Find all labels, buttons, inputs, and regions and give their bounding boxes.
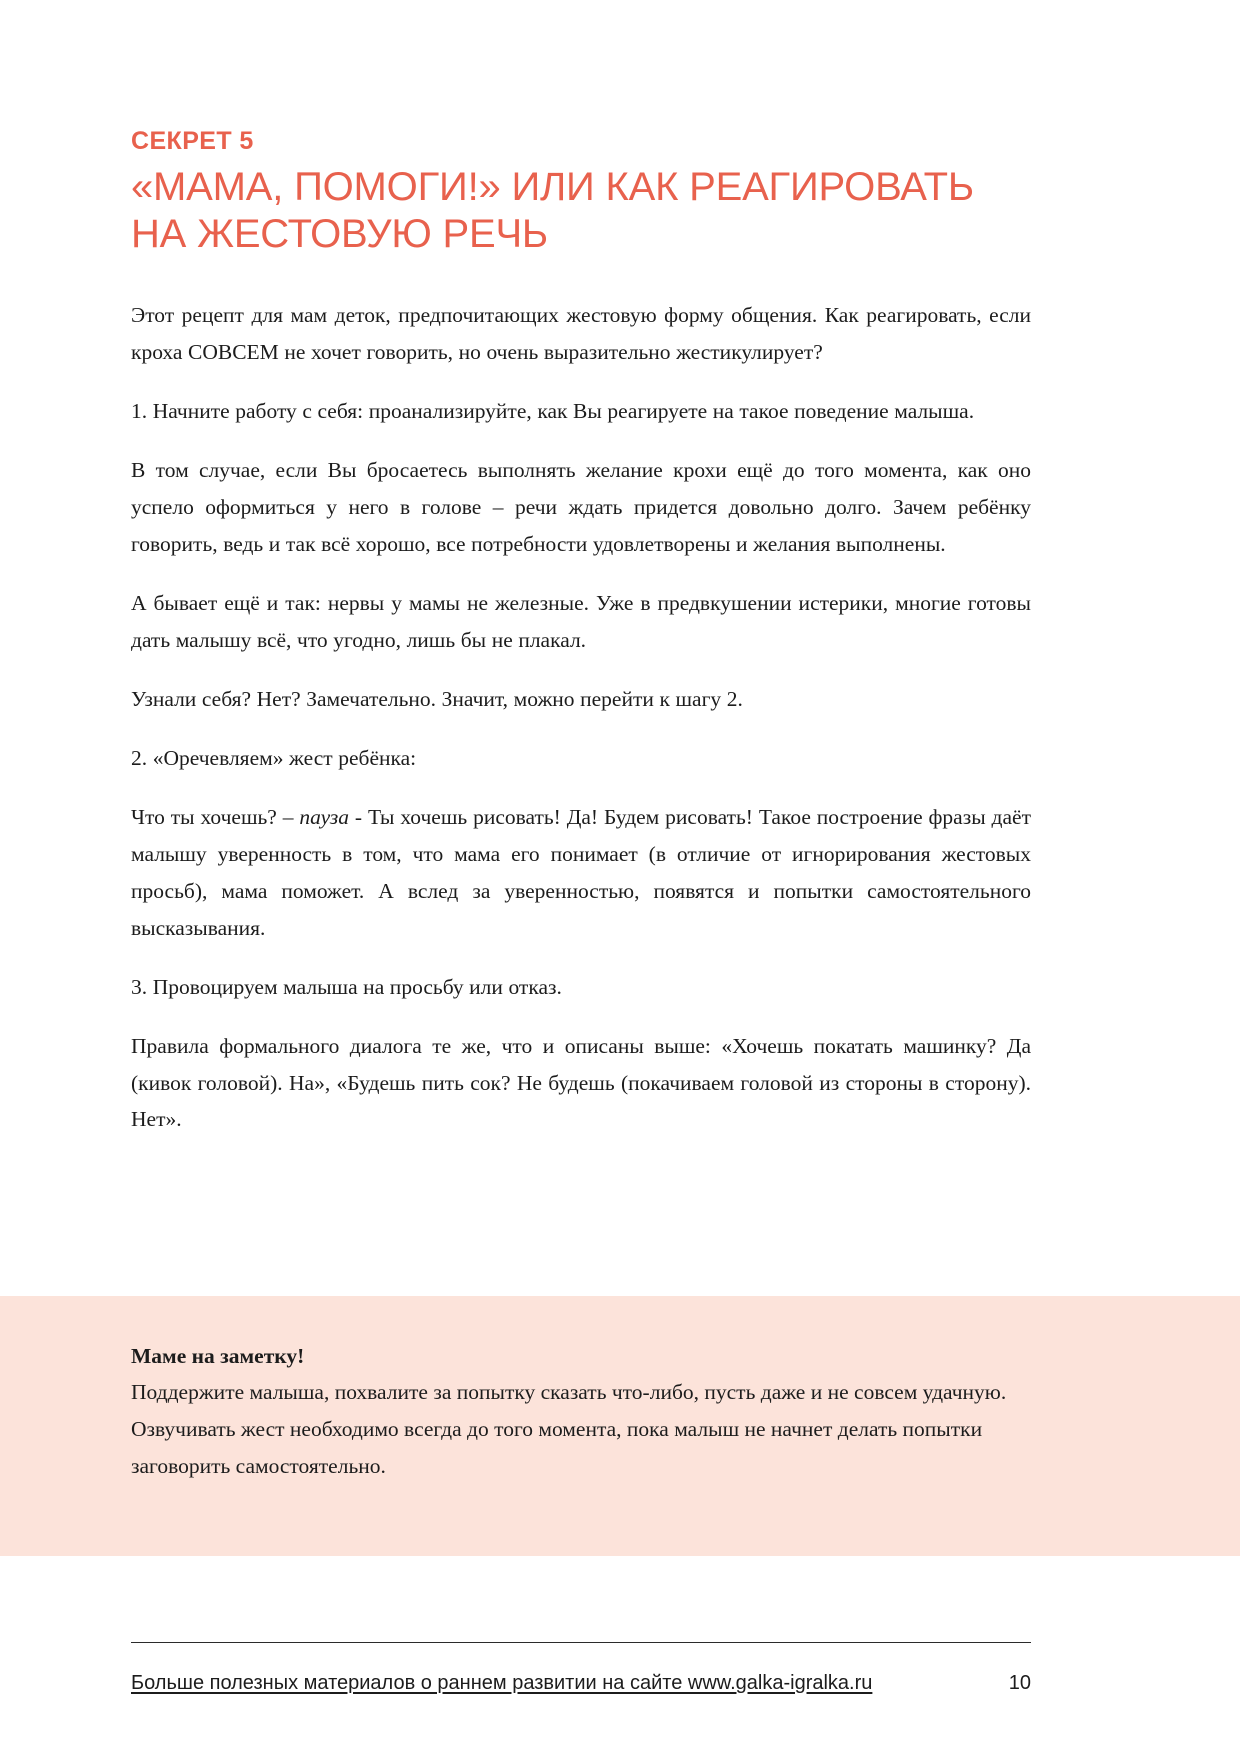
paragraph-step-2-example bbox=[131, 799, 1031, 947]
paragraph-step-1-nerves: А бывает ещё и так: нервы у мамы не железные. Уже в предвкушении истерики, многие готовы дать малышу всё, что угодно, лишь бы не плакал. bbox=[131, 590, 1031, 652]
page-header bbox=[131, 126, 1031, 258]
dialog-pause-emphasis: пауза bbox=[299, 804, 349, 829]
note-title: Маме на заметку! bbox=[131, 1344, 305, 1368]
paragraph-step-1: 1. Начните работу с себя: проанализируйте, как Вы реагируете на такое поведение малыша. bbox=[131, 398, 975, 423]
dialog-text-before: Что ты хочешь? – bbox=[131, 804, 300, 829]
dialog-text-after: - Ты хочешь рисовать! Да! Будем рисовать! Такое построение фразы даёт малышу уверенность в том, что мама его понимает (в отличие от игнорирования жестовых просьб), мама поможет. А вслед за уверенностью, появятся и попытки самостоятельного высказывания. bbox=[131, 804, 1031, 940]
page-title: «МАМА, ПОМОГИ!» ИЛИ КАК РЕАГИРОВАТЬ НА ЖЕСТОВУЮ РЕЧЬ bbox=[131, 165, 974, 257]
page-number: 10 bbox=[1008, 1672, 1031, 1694]
page-footer bbox=[131, 1672, 1031, 1695]
paragraph-recognize: Узнали себя? Нет? Замечательно. Значит, можно перейти к шагу 2. bbox=[131, 686, 743, 711]
footer-divider bbox=[131, 1642, 1031, 1643]
article-body bbox=[131, 297, 1031, 1160]
note-text: Поддержите малыша, похвалите за попытку сказать что-либо, пусть даже и не совсем удачную. Озвучивать жест необходимо всегда до того момента, пока малыш не начнет делать попытки заговорить самостоятельно. bbox=[131, 1380, 1007, 1479]
paragraph-step-2: 2. «Оречевляем» жест ребёнка: bbox=[131, 745, 417, 770]
note-callout bbox=[131, 1340, 1031, 1485]
paragraph-intro: Этот рецепт для мам деток, предпочитающих жестовую форму общения. Как реагировать, если кроха СОВСЕМ не хочет говорить, но очень выразительно жестикулирует? bbox=[131, 303, 1031, 364]
footer-site-link[interactable]: Больше полезных материалов о раннем развитии на сайте www.galka-igralka.ru bbox=[131, 1672, 873, 1694]
paragraph-step-1-explain: В том случае, если Вы бросаетесь выполнять желание крохи ещё до того момента, как оно успело оформиться у него в голове – речи ждать придется довольно долго. Зачем ребёнку говорить, ведь и так всё хорошо, все потребности удовлетворены и желания выполнены. bbox=[131, 457, 1031, 556]
paragraph-step-3: 3. Провоцируем малыша на просьбу или отказ. bbox=[131, 974, 562, 999]
secret-label: СЕКРЕТ 5 bbox=[131, 127, 254, 155]
paragraph-step-3-explain: Правила формального диалога те же, что и описаны выше: «Хочешь покатать машинку? Да (кивок головой). На», «Будешь пить сок? Не будешь (покачиваем головой из стороны в сторону). Нет». bbox=[131, 1033, 1031, 1132]
